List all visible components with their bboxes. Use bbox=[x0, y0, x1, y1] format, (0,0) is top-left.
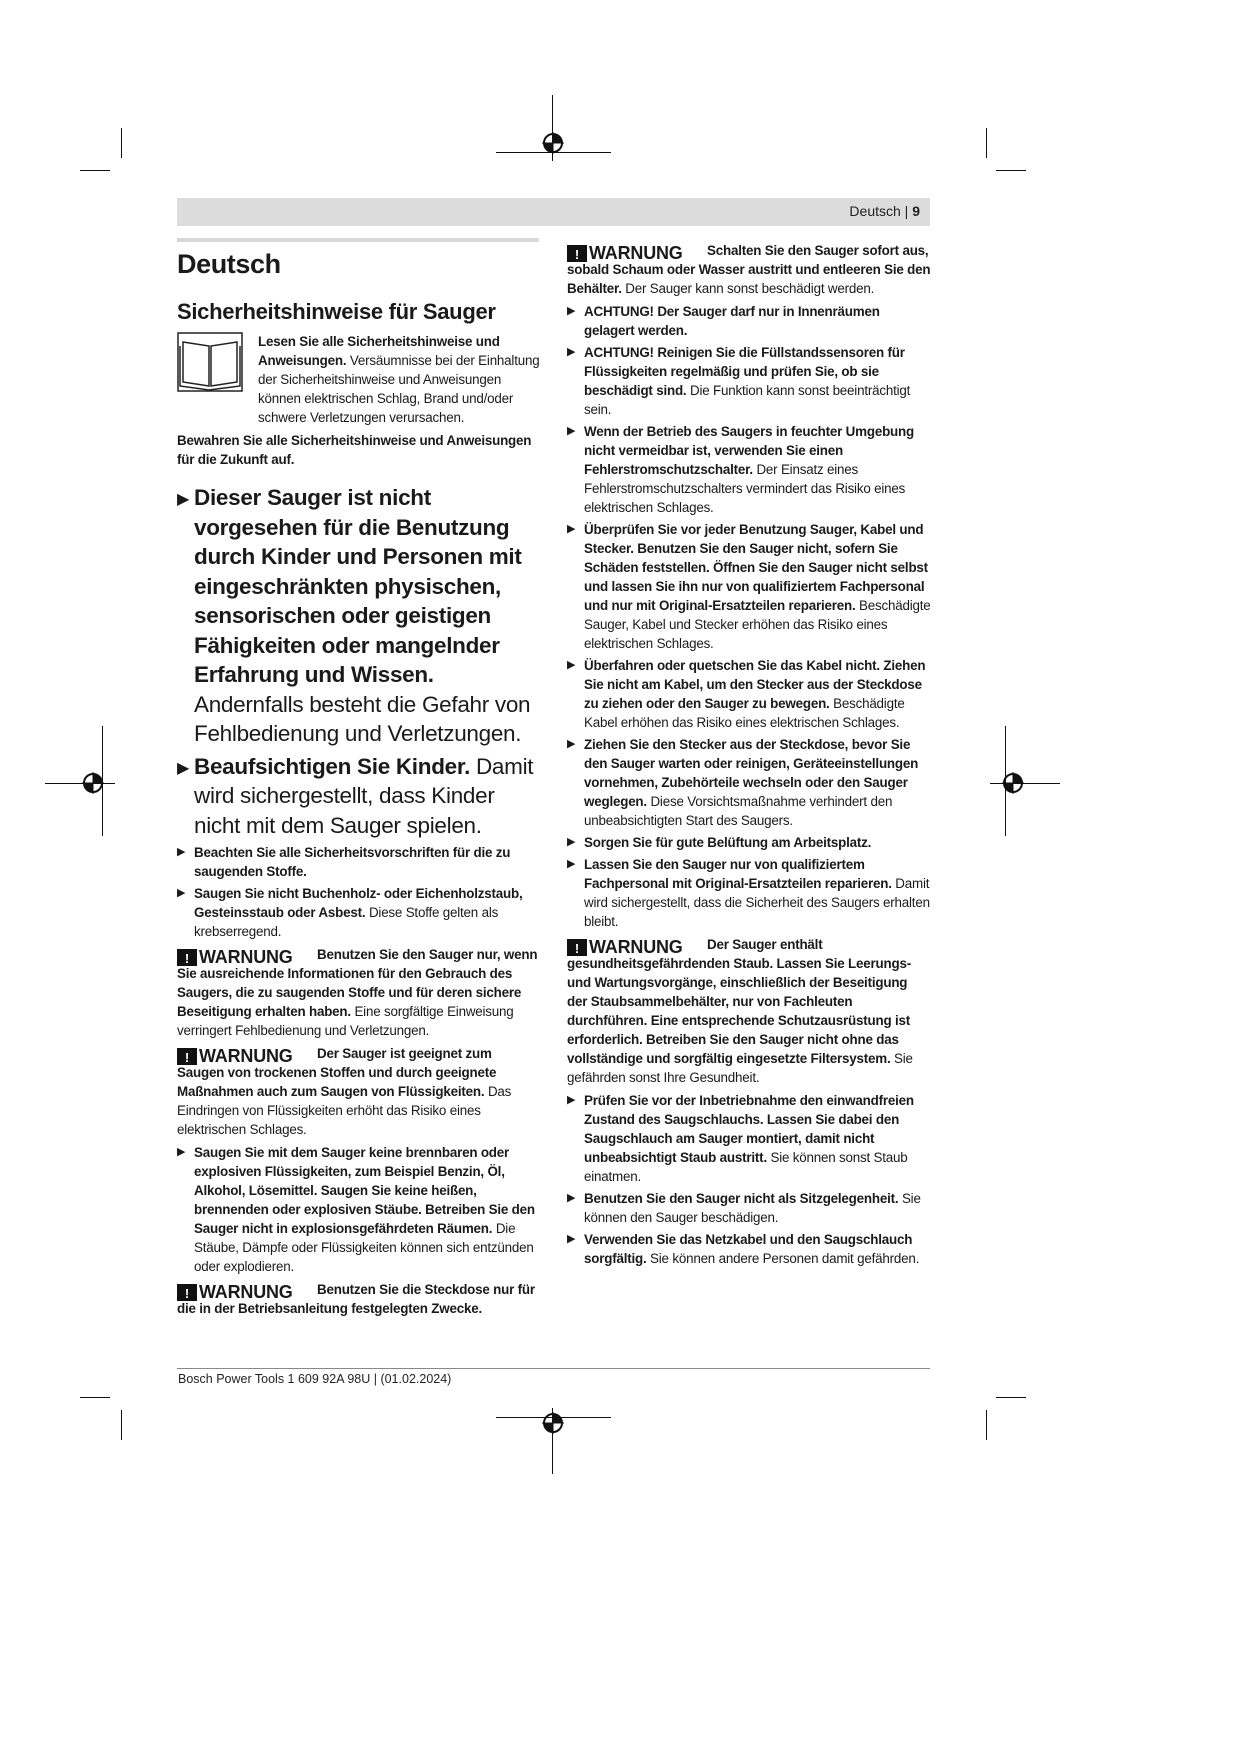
warning-label: ! WARNUNG bbox=[177, 1283, 293, 1302]
registration-mark-icon bbox=[542, 132, 564, 154]
bullet-icon: ▶ bbox=[567, 738, 576, 750]
registration-line bbox=[45, 783, 115, 784]
list-item: ▶ Benutzen Sie den Sauger nicht als Sitzgelegenheit. Sie können den Sauger beschädigen. bbox=[567, 1191, 921, 1225]
warning-triangle-icon: ! bbox=[177, 949, 197, 966]
list-item: ▶ Überfahren oder quetschen Sie das Kabel nicht. Ziehen Sie nicht am Kabel, um den Stecker aus der Steckdose zu ziehen oder den Sauger zu bewegen. Beschädigte Kabel erhöhen das Risiko eines elektrischen Schlages. bbox=[567, 658, 926, 730]
warning-block: ! WARNUNG Benutzen Sie die Steckdose nur für die in der Betriebsanleitung festgelegten Zwecke. bbox=[177, 1282, 535, 1316]
right-column bbox=[567, 241, 931, 1271]
list-item: ▶ Dieser Sauger ist nicht vorgesehen für die Benutzung durch Kinder und Personen mit eingeschränkten physischen, sensorischen oder geistigen Fähigkeiten oder mangelnder Erfahrung und Wissen. Andernfalls besteht die Gefahr von Fehlbedienung und Verletzungen. bbox=[177, 485, 531, 746]
list-item: ▶ Saugen Sie nicht Buchenholz- oder Eichenholzstaub, Gesteinsstaub oder Asbest. Diese Stoffe gelten als krebserregend. bbox=[177, 886, 523, 939]
bullet-icon: ▶ bbox=[567, 659, 576, 671]
registration-mark-icon bbox=[82, 772, 104, 794]
page-footer: Bosch Power Tools 1 609 92A 98U | (01.02.2024) bbox=[178, 1372, 452, 1386]
header-text bbox=[849, 203, 920, 219]
bullet-icon: ▶ bbox=[567, 425, 576, 437]
list-item: ▶ Ziehen Sie den Stecker aus der Steckdose, bevor Sie den Sauger warten oder reinigen, Geräteeinstellungen vornehmen, Zubehörteile wechseln oder den Sauger weglegen. Diese Vorsichtsmaßnahme verhindert den unbeabsichtigten Start des Saugers. bbox=[567, 737, 919, 828]
section-subtitle: Sicherheitshinweise für Sauger bbox=[177, 299, 496, 324]
warning-triangle-icon: ! bbox=[567, 245, 587, 262]
registration-mark-icon bbox=[1002, 772, 1024, 794]
warning-label: ! WARNUNG bbox=[177, 948, 293, 967]
bullet-icon: ▶ bbox=[567, 1192, 576, 1204]
intro-text: Versäumnisse bei der Einhaltung der Sicherheitshinweise und Anweisungen können elektrischen Schlag, Brand und/oder schwere Verletzungen verursachen. bbox=[258, 353, 540, 425]
page-title: Deutsch bbox=[177, 249, 281, 279]
crop-mark bbox=[80, 170, 110, 171]
bullet-icon: ▶ bbox=[567, 346, 576, 358]
list-item: ▶ Beaufsichtigen Sie Kinder. Damit wird sichergestellt, dass Kinder nicht mit dem Sauger spielen. bbox=[177, 753, 534, 838]
crop-mark bbox=[121, 128, 122, 158]
section-rule bbox=[177, 238, 539, 242]
registration-mark-icon bbox=[542, 1412, 564, 1434]
warning-label: ! WARNUNG bbox=[567, 244, 683, 263]
crop-mark bbox=[996, 1397, 1026, 1398]
header-separator: | bbox=[904, 203, 909, 219]
warning-block: ! WARNUNG Der Sauger ist geeignet zum Saugen von trockenen Stoffen und durch geeignete Maßnahmen auch zum Saugen von Flüssigkeiten. Das Eindringen von Flüssigkeiten erhöht das Risiko eines elektrischen Schlages. bbox=[177, 1046, 512, 1137]
intro-bold: Lesen Sie alle Sicherheitshinweise und Anweisungen. bbox=[258, 334, 500, 368]
list-item: ▶ Beachten Sie alle Sicherheitsvorschriften für die zu saugenden Stoffe. bbox=[177, 845, 511, 879]
bullet-icon: ▶ bbox=[567, 305, 576, 317]
list-item: ▶ Überprüfen Sie vor jeder Benutzung Sauger, Kabel und Stecker. Benutzen Sie den Sauger nicht, sofern Sie Schäden feststellen. Öffnen Sie den Sauger nicht selbst und lassen Sie ihn nur von qualifiziertem Fachpersonal und nur mit Original-Ersatzteilen reparieren. Beschädigte Sauger, Kabel und Stecker erhöhen das Risiko eines elektrischen Schlages. bbox=[567, 522, 931, 651]
list-item: ▶ ACHTUNG! Reinigen Sie die Füllstandssensoren für Flüssigkeiten regelmäßig und prüfen Sie, ob sie beschädigt sind. Die Funktion kann sonst beeinträchtigt sein. bbox=[567, 345, 911, 417]
page-header bbox=[177, 198, 930, 226]
bullet-icon: ▶ bbox=[177, 846, 186, 858]
list-item: ▶ Wenn der Betrieb des Saugers in feuchter Umgebung nicht vermeidbar ist, verwenden Sie einen Fehlerstromschutzschalter. Der Einsatz eines Fehlerstromschutzschalters vermindert das Risiko eines elektrischen Schlages. bbox=[567, 424, 914, 515]
warning-triangle-icon: ! bbox=[177, 1048, 197, 1065]
list-item: ▶ Saugen Sie mit dem Sauger keine brennbaren oder explosiven Flüssigkeiten, zum Beispiel Benzin, Öl, Alkohol, Lösemittel. Saugen Sie keine heißen, brennenden oder explosiven Stäube. Betreiben Sie den Sauger nicht in explosionsgefährdeten Räumen. Die Stäube, Dämpfe oder Flüssigkeiten können sich entzünden oder explodieren. bbox=[177, 1145, 535, 1274]
warning-block: ! WARNUNG Der Sauger enthält gesundheitsgefährdenden Staub. Lassen Sie Leerungs- und Wartungsvorgänge, einschließlich der Beseitigung der Staubsammelbehälter, nur von Fachleuten durchführen. Eine entsprechende Schutzausrüstung ist erforderlich. Betreiben Sie den Sauger nicht ohne das vollständige und sorgfältig eingesetzte Filtersystem. Sie gefährden sonst Ihre Gesundheit. bbox=[567, 937, 913, 1085]
intro-paragraph bbox=[177, 332, 541, 427]
warning-label: ! WARNUNG bbox=[567, 938, 683, 957]
crop-mark bbox=[121, 1410, 122, 1440]
bullet-icon: ▶ bbox=[567, 836, 576, 848]
bullet-icon: ▶ bbox=[177, 1146, 186, 1158]
warning-block: ! WARNUNG Benutzen Sie den Sauger nur, wenn Sie ausreichende Informationen für den Gebrauch des Saugers, die zu saugenden Stoffe und für deren sichere Beseitigung erhalten haben. Eine sorgfältige Einweisung verringert Fehlbedienung und Verletzungen. bbox=[177, 947, 538, 1038]
crop-mark bbox=[986, 1410, 987, 1440]
registration-line bbox=[990, 783, 1060, 784]
header-language: Deutsch bbox=[849, 203, 901, 219]
bullet-icon: ▶ bbox=[177, 491, 190, 508]
crop-mark bbox=[996, 170, 1026, 171]
warning-block: ! WARNUNG Schalten Sie den Sauger sofort aus, sobald Schaum oder Wasser austritt und entleeren Sie den Behälter. Der Sauger kann sonst beschädigt werden. bbox=[567, 243, 931, 296]
bullet-icon: ▶ bbox=[177, 759, 190, 777]
bullet-icon: ▶ bbox=[567, 1233, 576, 1245]
warning-triangle-icon: ! bbox=[567, 939, 587, 956]
crop-mark bbox=[986, 128, 987, 158]
manual-book-icon bbox=[177, 332, 243, 392]
list-item: ▶ Prüfen Sie vor der Inbetriebnahme den einwandfreien Zustand des Saugschlauchs. Lassen Sie dabei den Saugschlauch am Sauger montiert, damit nicht unbeabsichtigt Staub austritt. Sie können sonst Staub einatmen. bbox=[567, 1093, 914, 1184]
keep-instructions: Bewahren Sie alle Sicherheitshinweise und Anweisungen für die Zukunft auf. bbox=[177, 433, 532, 467]
bullet-icon: ▶ bbox=[567, 858, 576, 870]
page-number: 9 bbox=[912, 203, 920, 219]
list-item: ▶ Lassen Sie den Sauger nur von qualifiziertem Fachpersonal mit Original-Ersatzteilen reparieren. Damit wird sichergestellt, dass die Sicherheit des Saugers erhalten bleibt. bbox=[567, 857, 930, 929]
bullet-icon: ▶ bbox=[567, 1094, 576, 1106]
list-item: ▶ ACHTUNG! Der Sauger darf nur in Innenräumen gelagert werden. bbox=[567, 304, 880, 338]
bullet-icon: ▶ bbox=[177, 887, 186, 899]
list-item: ▶ Sorgen Sie für gute Belüftung am Arbeitsplatz. bbox=[567, 835, 872, 850]
warning-label: ! WARNUNG bbox=[177, 1047, 293, 1066]
crop-mark bbox=[80, 1397, 110, 1398]
bullet-icon: ▶ bbox=[567, 523, 576, 535]
left-column bbox=[177, 248, 541, 1322]
warning-triangle-icon: ! bbox=[177, 1284, 197, 1301]
footer-rule bbox=[177, 1368, 930, 1369]
list-item: ▶ Verwenden Sie das Netzkabel und den Saugschlauch sorgfältig. Sie können andere Personen damit gefährden. bbox=[567, 1232, 920, 1266]
